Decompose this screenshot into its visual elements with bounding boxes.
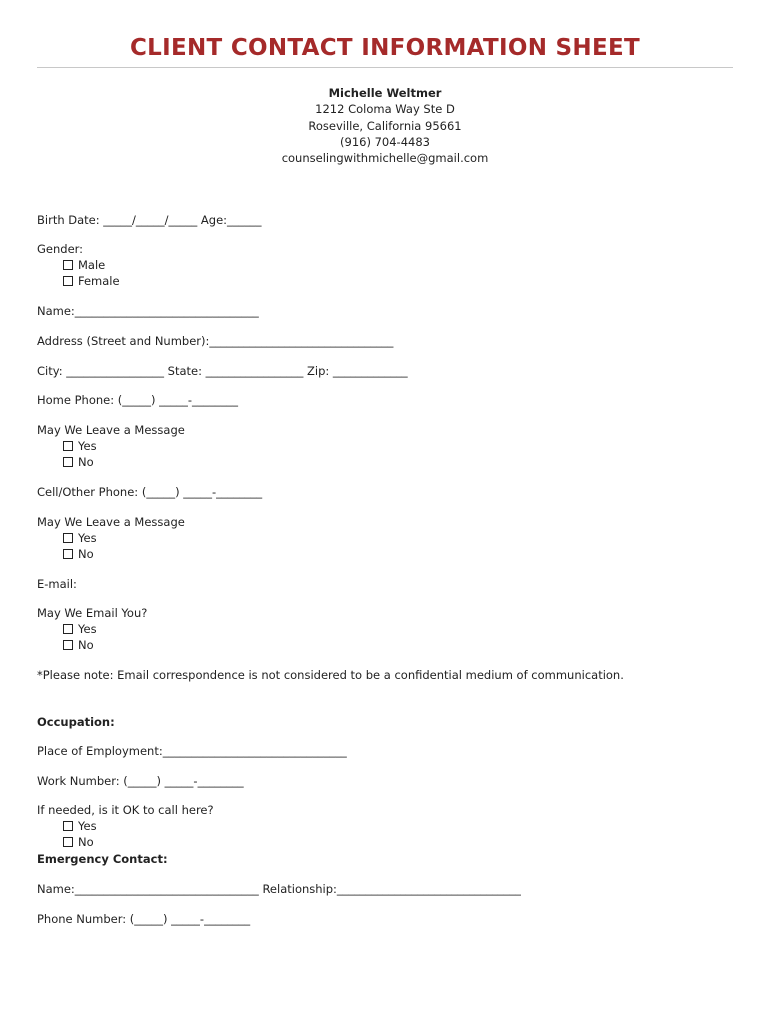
email-ok-no-option[interactable] bbox=[63, 637, 94, 653]
call-ok-yes-option[interactable] bbox=[63, 818, 97, 834]
work-number-field[interactable]: Work Number: (_____) _____-________ bbox=[37, 774, 244, 788]
checkbox-icon[interactable] bbox=[63, 533, 73, 543]
name-field[interactable]: Name:________________________________ bbox=[37, 304, 259, 318]
contact-email: counselingwithmichelle@gmail.com bbox=[281, 151, 489, 166]
home-phone-field[interactable]: Home Phone: (_____) _____-________ bbox=[37, 393, 239, 407]
home-message-no-option[interactable] bbox=[63, 454, 94, 470]
emergency-name-relationship-field[interactable]: Name:________________________________ Relationship:________________________________ bbox=[37, 882, 521, 896]
email-ok-yes-option[interactable] bbox=[63, 621, 97, 637]
title-divider bbox=[37, 67, 733, 68]
email-note: *Please note: Email correspondence is not considered to be a confidential medium of communication. bbox=[37, 668, 624, 682]
checkbox-icon[interactable] bbox=[63, 441, 73, 451]
contact-block bbox=[0, 85, 770, 166]
cell-message-yes-label: Yes bbox=[78, 531, 97, 545]
place-of-employment-field[interactable]: Place of Employment:________________________________ bbox=[37, 744, 347, 758]
gender-male-label: Male bbox=[78, 258, 106, 272]
checkbox-icon[interactable] bbox=[63, 549, 73, 559]
call-ok-no-option[interactable] bbox=[63, 834, 94, 850]
gender-male-option[interactable] bbox=[63, 257, 105, 273]
contact-phone: (916) 704-4483 bbox=[340, 134, 430, 149]
emergency-contact-heading: Emergency Contact: bbox=[37, 852, 168, 866]
cell-message-no-option[interactable] bbox=[63, 546, 94, 562]
call-ok-label: If needed, is it OK to call here? bbox=[37, 803, 214, 817]
email-field[interactable]: E-mail: bbox=[37, 577, 77, 591]
checkbox-icon[interactable] bbox=[63, 640, 73, 650]
contact-address-line2: Roseville, California 95661 bbox=[308, 118, 462, 133]
gender-label: Gender: bbox=[37, 242, 84, 256]
home-message-label: May We Leave a Message bbox=[37, 423, 185, 437]
email-ok-label: May We Email You? bbox=[37, 606, 148, 620]
home-message-yes-label: Yes bbox=[78, 439, 97, 453]
birth-date-field[interactable]: Birth Date: _____/_____/_____ Age:______ bbox=[37, 213, 262, 227]
home-message-yes-option[interactable] bbox=[63, 438, 97, 454]
gender-female-option[interactable] bbox=[63, 273, 120, 289]
call-ok-yes-label: Yes bbox=[78, 819, 97, 833]
gender-female-label: Female bbox=[78, 274, 120, 288]
cell-message-label: May We Leave a Message bbox=[37, 515, 185, 529]
checkbox-icon[interactable] bbox=[63, 260, 73, 270]
checkbox-icon[interactable] bbox=[63, 837, 73, 847]
call-ok-no-label: No bbox=[78, 835, 94, 849]
checkbox-icon[interactable] bbox=[63, 624, 73, 634]
checkbox-icon[interactable] bbox=[63, 276, 73, 286]
emergency-phone-field[interactable]: Phone Number: (_____) _____-________ bbox=[37, 912, 251, 926]
cell-message-yes-option[interactable] bbox=[63, 530, 97, 546]
city-state-zip-field[interactable]: City: _________________ State: _________________ Zip: _____________ bbox=[37, 364, 408, 378]
cell-message-no-label: No bbox=[78, 547, 94, 561]
occupation-heading: Occupation: bbox=[37, 715, 115, 729]
address-field[interactable]: Address (Street and Number):________________________________ bbox=[37, 334, 394, 348]
checkbox-icon[interactable] bbox=[63, 821, 73, 831]
home-message-no-label: No bbox=[78, 455, 94, 469]
page-title: CLIENT CONTACT INFORMATION SHEET bbox=[130, 35, 640, 61]
email-ok-no-label: No bbox=[78, 638, 94, 652]
counselor-name: Michelle Weltmer bbox=[328, 86, 442, 100]
cell-phone-field[interactable]: Cell/Other Phone: (_____) _____-________ bbox=[37, 485, 263, 499]
email-ok-yes-label: Yes bbox=[78, 622, 97, 636]
checkbox-icon[interactable] bbox=[63, 457, 73, 467]
contact-address-line1: 1212 Coloma Way Ste D bbox=[315, 102, 455, 117]
